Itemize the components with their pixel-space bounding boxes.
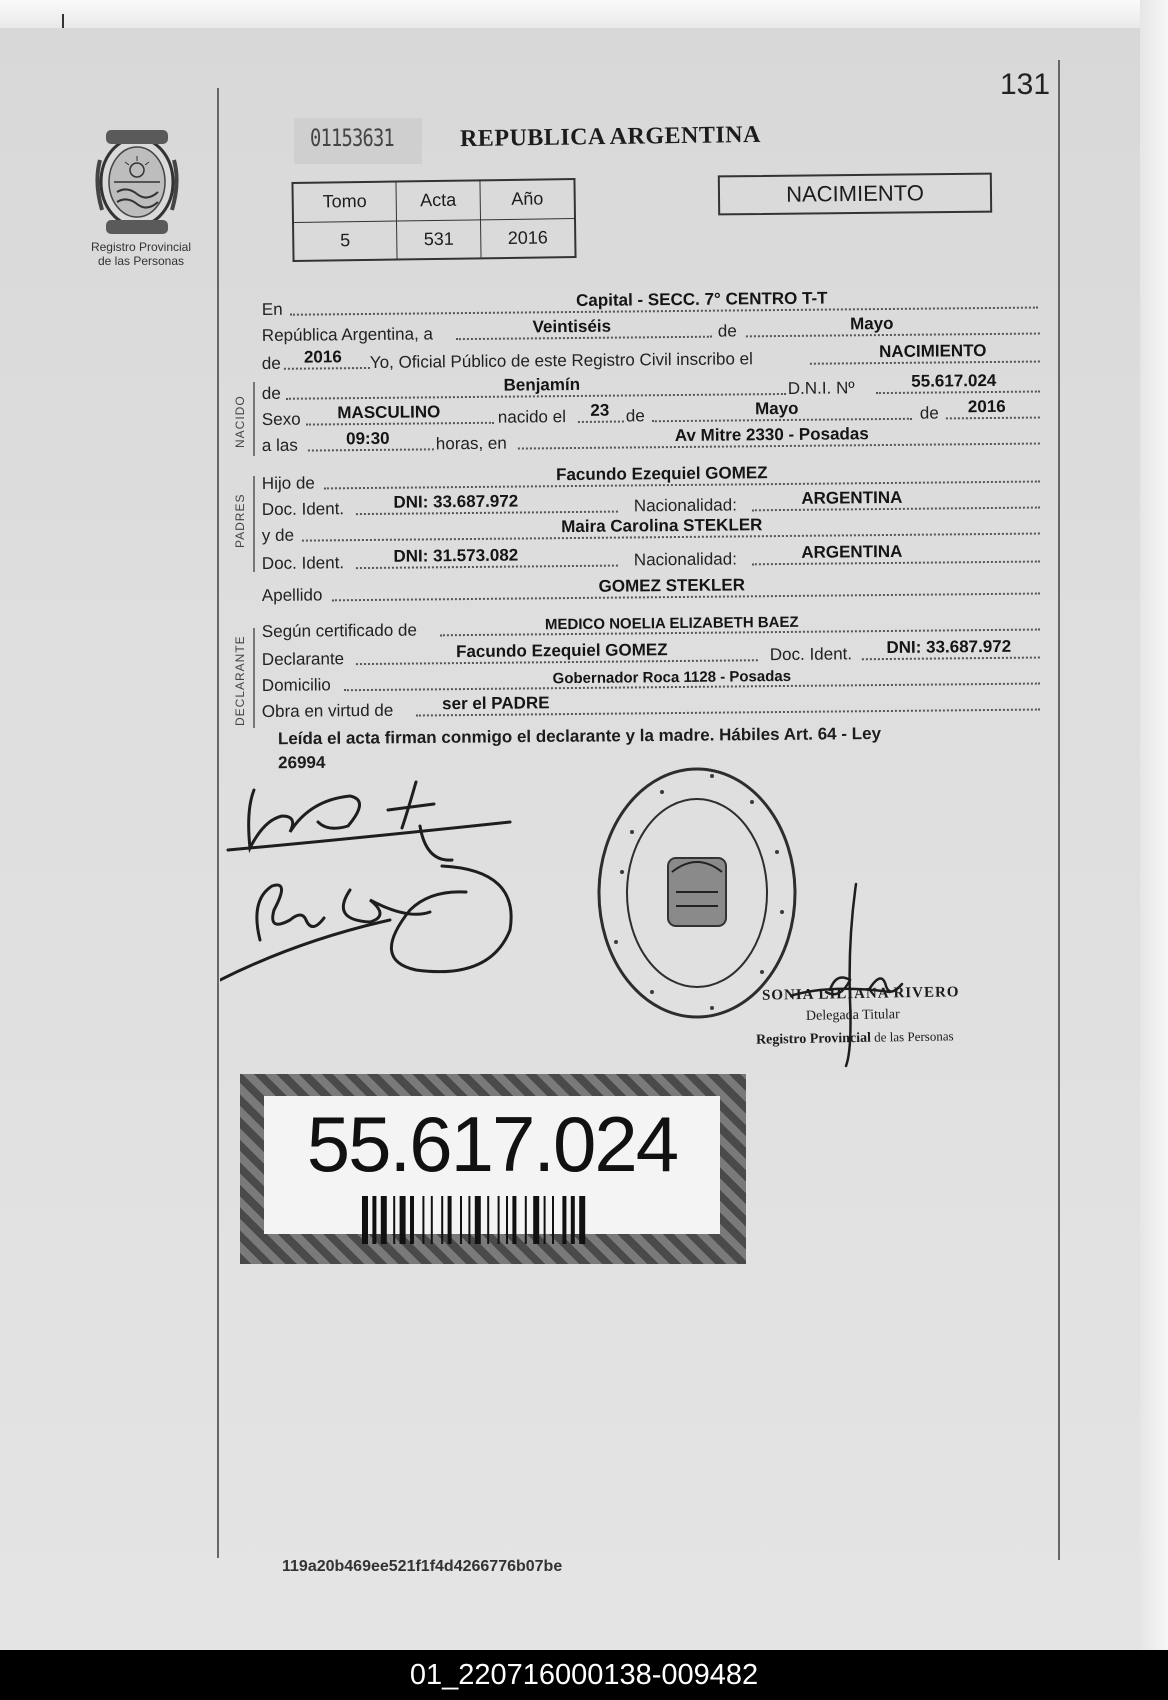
declarant-and-mother-signatures — [220, 770, 540, 1000]
acting-label: Obra en virtud de — [261, 700, 394, 722]
location-value: Capital - SECC. 7° CENTRO T-T — [575, 288, 828, 310]
barcode-bar — [362, 1196, 368, 1244]
barcode-bar — [468, 1196, 470, 1244]
barcode-bar — [562, 1196, 566, 1244]
nationality-label: Nacionalidad: — [633, 495, 737, 516]
provincial-coat-of-arms-icon — [92, 130, 182, 240]
barcode-bar — [512, 1196, 516, 1244]
left-margin-rule — [217, 88, 219, 1558]
father-name-value: Facundo Ezequiel GOMEZ — [555, 463, 768, 485]
de-label: de — [919, 403, 939, 423]
birth-time-value: 09:30 — [345, 428, 390, 449]
day-written-value: Veintiséis — [532, 316, 612, 337]
barcode-bar — [422, 1196, 424, 1244]
certificate-by-value: MEDICO NOELIA ELIZABETH BAEZ — [544, 613, 799, 634]
official-registry-stamp — [592, 762, 802, 1024]
registrar-office-rest: de las Personas — [870, 1028, 954, 1045]
father-nationality-value: ARGENTINA — [801, 487, 903, 508]
table-value-acta: 531 — [396, 219, 481, 259]
barcode-bar — [448, 1196, 452, 1244]
birth-day-value: 23 — [590, 400, 610, 420]
barcode-bar — [410, 1196, 414, 1244]
declarant-name-value: Facundo Ezequiel GOMEZ — [455, 640, 668, 662]
de-label: de — [625, 406, 645, 426]
table-value-ano: 2016 — [481, 218, 576, 258]
registry-table-header-row — [292, 179, 575, 222]
de-label: de — [717, 321, 737, 341]
surname-value: GOMEZ STEKLER — [598, 575, 746, 596]
registrar-office-bold: Registro Provincial — [755, 1030, 872, 1048]
act-type-box: NACIMIENTO — [718, 173, 992, 216]
page-number: 131 — [1000, 68, 1051, 101]
declarant-doc-value: DNI: 33.687.972 — [886, 636, 1012, 658]
hours-label: horas, en — [435, 433, 507, 454]
sex-label: Sexo — [261, 409, 301, 430]
birth-month-value: Mayo — [754, 398, 799, 419]
barcode-bar — [393, 1196, 395, 1244]
dni-sticker — [240, 1074, 746, 1264]
barcode-bar — [381, 1196, 387, 1244]
doc-ident-label: Doc. Ident. — [261, 553, 345, 574]
barcode-bar — [372, 1196, 376, 1244]
barcode-bar — [533, 1196, 539, 1244]
barcode-bar — [571, 1196, 575, 1244]
child-name-value: Benjamín — [503, 374, 581, 395]
section-bar-declarant — [253, 628, 255, 728]
registration-type-value: NACIMIENTO — [879, 341, 987, 362]
dni-sticker-label — [264, 1096, 720, 1234]
of-label: de — [261, 383, 281, 404]
declarant-label: Declarante — [261, 649, 345, 670]
birth-place-value: Av Mitre 2330 - Posadas — [674, 424, 869, 446]
barcode-bar — [498, 1196, 500, 1244]
barcode-bar — [460, 1196, 462, 1244]
table-header-ano: Año — [480, 179, 575, 219]
address-value: Gobernador Roca 1128 - Posadas — [552, 667, 792, 688]
barcode-bar — [506, 1196, 508, 1244]
barcode-bar — [579, 1196, 585, 1244]
dni-sticker-number: 55.617.024 — [306, 1100, 678, 1188]
country-title: REPUBLICA ARGENTINA — [459, 121, 762, 153]
registry-caption-line-2: de las Personas — [97, 254, 185, 268]
barcode-bar — [475, 1196, 481, 1244]
nationality-label: Nacionalidad: — [633, 549, 737, 570]
form-row-surname — [262, 571, 1042, 608]
de-label: de — [261, 353, 281, 374]
registrar-role: Delegada Titular — [805, 1007, 900, 1024]
barcode-bar — [552, 1196, 554, 1244]
image-identifier: 01_220716000138-009482 — [409, 1659, 759, 1691]
table-header-acta: Acta — [396, 180, 481, 220]
father-doc-value: DNI: 33.687.972 — [393, 491, 519, 512]
section-bar-parents — [253, 476, 255, 572]
barcode-bar — [525, 1196, 527, 1244]
registrar-name: SONIA LILIANA RIVERO — [761, 984, 960, 1004]
registrar-text: Yo, Oficial Público de este Registro Civil inscribo el — [369, 349, 753, 372]
form-row-acting-as — [262, 687, 1042, 724]
mother-nationality-value: ARGENTINA — [801, 541, 903, 562]
section-bar-born — [253, 382, 255, 456]
page-right-edge — [1140, 0, 1168, 1650]
dni-label: D.N.I. Nº — [787, 378, 855, 398]
section-label-declarant: DECLARANTE — [233, 635, 247, 726]
tick-mark — [62, 14, 64, 28]
page-top-edge — [0, 0, 1168, 28]
barcode-bar — [487, 1196, 489, 1244]
form-row-birth-time-place — [262, 421, 1042, 458]
barcode-bar — [441, 1196, 443, 1244]
doc-ident-label: Doc. Ident. — [769, 644, 853, 665]
child-dni-value: 55.617.024 — [911, 370, 997, 391]
barcode-bar — [431, 1196, 433, 1244]
at-label: a las — [261, 435, 298, 456]
section-label-born: NACIDO — [233, 395, 247, 448]
barcode-bar — [400, 1196, 406, 1244]
registry-table-value-row — [293, 218, 576, 261]
dni-barcode — [360, 1196, 660, 1244]
form-row-mother-doc — [262, 539, 1042, 576]
year-value: 2016 — [303, 347, 342, 367]
mother-doc-value: DNI: 31.573.082 — [393, 545, 519, 566]
son-of-label: Hijo de — [261, 473, 315, 494]
document-hash: 119a20b469ee521f1f4d4266776b07be — [282, 1558, 563, 1575]
surname-label: Apellido — [261, 585, 323, 606]
section-label-parents: PADRES — [233, 493, 247, 548]
table-header-tomo: Tomo — [292, 182, 396, 222]
registry-caption-line-1: Registro Provincial — [90, 240, 192, 254]
acting-as-value: ser el PADRE — [442, 693, 550, 714]
registry-table — [291, 178, 576, 262]
born-on-label: nacido el — [497, 407, 567, 427]
certificate-label: Según certificado de — [261, 620, 417, 642]
right-margin-rule — [1058, 60, 1060, 1560]
sex-value: MASCULINO — [337, 402, 441, 423]
serial-number: 01153631 — [310, 124, 394, 152]
barcode-bar — [544, 1196, 546, 1244]
registry-caption — [76, 240, 206, 268]
month-written-value: Mayo — [849, 313, 894, 334]
doc-ident-label: Doc. Ident. — [261, 499, 345, 520]
table-value-tomo: 5 — [293, 221, 397, 261]
and-of-label: y de — [261, 525, 295, 546]
location-label: En — [261, 299, 283, 320]
address-label: Domicilio — [261, 675, 331, 696]
mother-name-value: Maira Carolina STEKLER — [561, 515, 763, 537]
registrar-office — [756, 1028, 954, 1048]
closing-statement-line-1: Leída el acta firman conmigo el declarante y la madre. Hábiles Art. 64 - Ley — [277, 724, 882, 749]
closing-statement-line-2: 26994 — [278, 752, 326, 773]
republic-label: República Argentina, a — [261, 324, 434, 346]
birth-year-value: 2016 — [967, 396, 1006, 417]
